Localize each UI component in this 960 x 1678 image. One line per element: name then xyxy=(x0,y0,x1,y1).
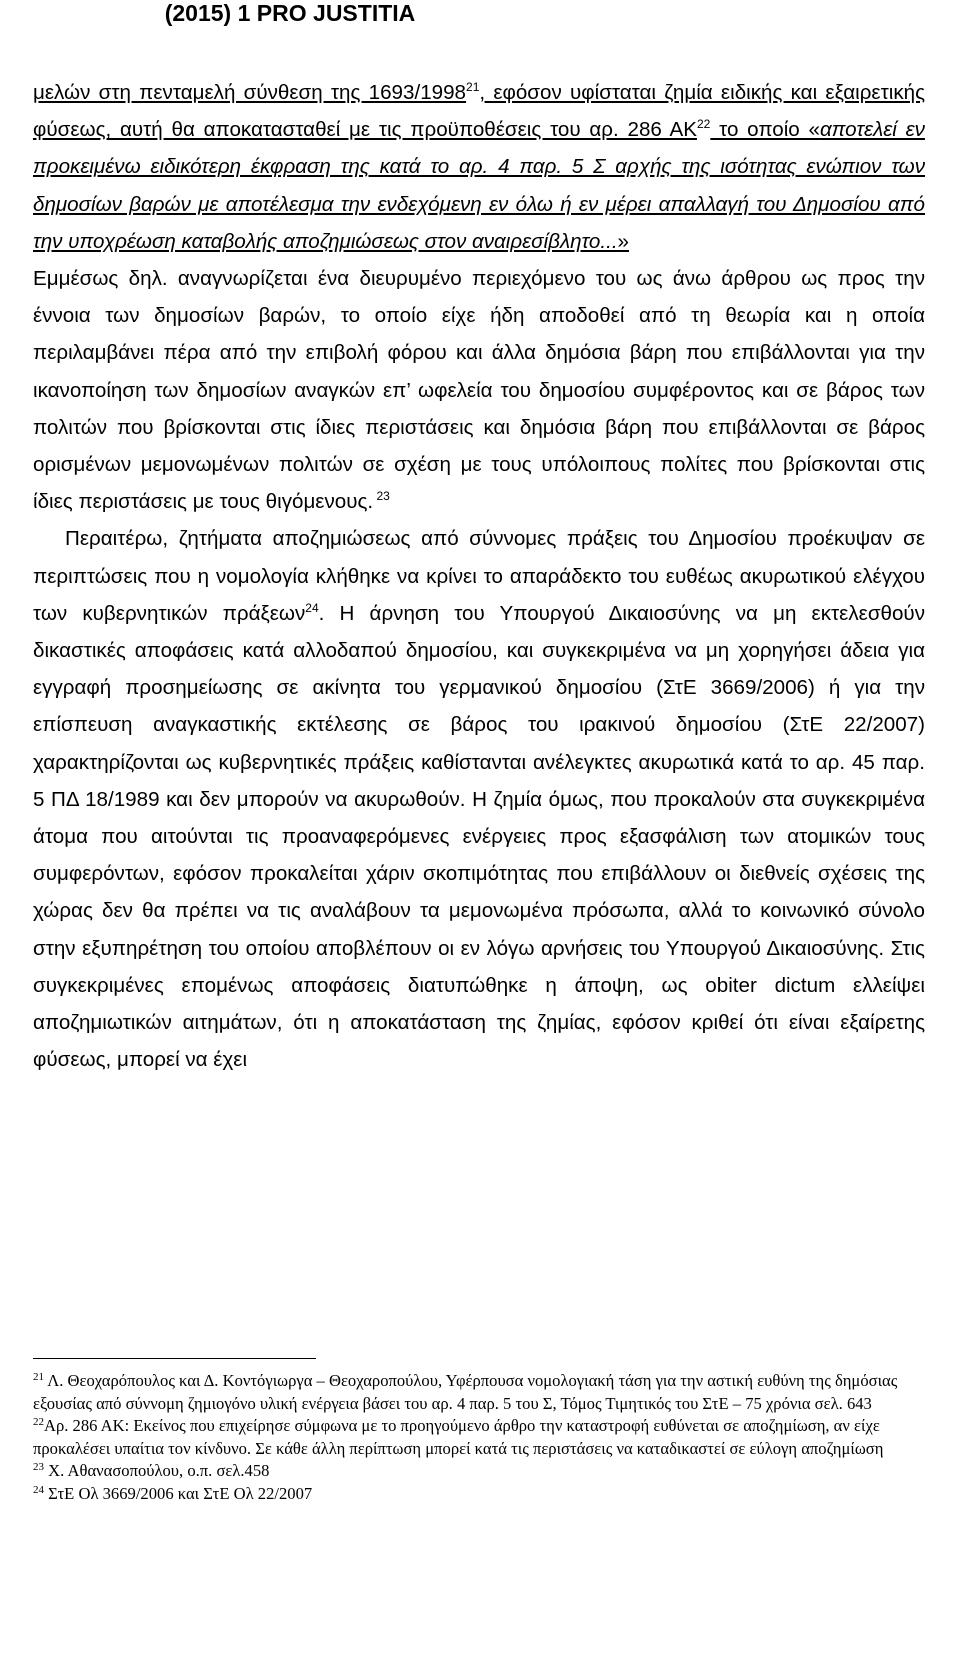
footnote-number: 21 xyxy=(33,1371,44,1383)
para-text: Εμμέσως δηλ. αναγνωρίζεται ένα διευρυμένο περιεχόμενο του ως άνω άρθρου ως προς την έννοια των δημοσίων βαρών, το οποίο είχε ήδη αποδοθεί από τη θεωρία και η οποία περιλαμβάνει πέρα από την επιβολή φόρου και άλλα δημόσια βάρη που επιβάλλονται για την ικανοποίηση των δημοσίων αναγκών επ’ ωφελεία του δημοσίου συμφέροντος και σε βάρος των πολιτών που βρίσκονται στις ίδιες περιστάσεις και δημόσια βάρη που επιβάλλονται σε βάρος ορισμένων μεμονωμένων πολιτών σε σχέση με τους υπόλοιπους πολίτες που βρίσκονται στις ίδιες περιστάσεις με τους θιγόμενους. xyxy=(33,267,925,514)
footnote-number: 22 xyxy=(33,1416,44,1428)
footnotes xyxy=(33,1370,925,1505)
footnote-22 xyxy=(33,1415,925,1460)
para-text: μελών στη πενταμελή σύνθεση της 1693/1998 xyxy=(33,81,467,104)
footnote-text: ΣτΕ Ολ 3669/2006 και ΣτΕ Ολ 22/2007 xyxy=(44,1483,313,1503)
footnote-ref-23[interactable]: 23 xyxy=(373,489,390,504)
footnote-number: 23 xyxy=(33,1461,44,1473)
footnote-ref-21[interactable]: 21 xyxy=(466,80,480,94)
footnote-21 xyxy=(33,1370,925,1415)
body-text xyxy=(33,74,925,1078)
paragraph-2 xyxy=(33,260,925,520)
paragraph-3 xyxy=(33,520,925,1078)
paragraph-1 xyxy=(33,74,925,260)
para-text: » xyxy=(617,229,630,253)
footnote-23 xyxy=(33,1460,925,1483)
para-text: . Η άρνηση του Υπουργού Δικαιοσύνης να μη εκτελεσθούν δικαστικές αποφάσεις κατά αλλοδαπού δημοσίου, και συγκεκριμένα να μη χορηγήσει άδεια για εγγραφή προσημείωσης σε ακίνητα του γερμανικού δημοσίου (ΣτΕ 3669/2006) ή για την επίσπευση αναγκαστικής εκτέλεσης σε βάρος του ιρακινού δημοσίου (ΣτΕ 22/2007) χαρακτηρίζονται ως κυβερνητικές πράξεις καθίστανται ανέλεγκτες ακυρωτικά κατά το αρ. 45 παρ. 5 ΠΔ 18/1989 και δεν μπορούν να ακυρωθούν. Η ζημία όμως, που προκαλούν στα συγκεκριμένα άτομα που αιτούνται τις προαναφερόμενες ενέργειες προς εξασφάλιση των ατομικών τους συμφερόντων, εφόσον πρoκαλείται χάριν σκοπιμότητας που επιβάλλουν οι διεθνείς σχέσεις της χώρας δεν θα πρέπει να τις αναλάβουν τα μεμονωμένα πρόσωπα, αλλά το κοινωνικό σύνολο στην εξυπηρέτηση του οποίου αποβλέπουν οι εν λόγω αρνήσεις του Υπουργού Δικαιοσύνης. Στις συγκεκριμένες επομένως αποφάσεις διατυπώθηκε η άποψη, ως obiter dictum ελλείψει αποζημιωτικών αιτημάτων, ότι η αποκατάσταση της ζημίας, εφόσον κριθεί ότι είναι εξαίρετης φύσεως, μπορεί να έχει xyxy=(33,601,925,1072)
quoted-text: αποτελεί εν προκειμένω ειδικότερη έκφραση της κατά το αρ. 4 παρ. 5 Σ αρχής της ισότητας ενώπιον των δημοσίων βαρών με αποτέλεσμα την ενδεχόμενη εν όλω ή εν μέρει απαλλαγή του Δημοσίου από την υποχρέωση καταβολής αποζημιώσεως στον αναιρεσίβλητο... xyxy=(33,118,925,253)
footnote-number: 24 xyxy=(33,1483,44,1496)
footnote-24 xyxy=(33,1483,925,1506)
footnote-text: Χ. Αθανασοπούλου, ο.π. σελ.458 xyxy=(44,1461,270,1480)
footnote-text: Λ. Θεοχαρόπουλος και Δ. Κοντόγιωργα – Θεοχαροπούλου, Υφέρπουσα νομολογιακή τάση για την αστική ευθύνη της δημόσιας εξουσίας από σύννομη ζημιογόνο υλική ενέργεια βάσει του αρ. 4 παρ. 5 του Σ, Τόμος Τιμητικός του ΣτΕ – 75 χρόνια σελ. 643 xyxy=(33,1371,898,1413)
para-text: , εφόσον υφίσταται ζημία ειδικής και εξαιρετικής φύσεως, αυτή θα αποκατασταθεί με τις προϋποθέσεις του αρ. 286 ΑΚ xyxy=(33,81,925,142)
footnote-ref-24[interactable]: 24 xyxy=(305,600,319,615)
footnote-text: Αρ. 286 ΑΚ: Εκείνος που επιχείρησε σύμφωνα με το προηγούμενο άρθρο την καταστροφή ευθύνεται σε αποζημίωση, αν είχε προκαλέσει υπαίτια τον κίνδυνο. Σε κάθε άλλη περίπτωση μπορεί κατά τις περιστάσεις να καταδικαστεί σε εύλογη αποζημίωση xyxy=(33,1416,884,1458)
para-text: Περαιτέρω, ζητήματα αποζημιώσεως από σύννομες πράξεις του Δημοσίου προέκυψαν σε περιπτώσεις που η νομολογία κλήθηκε να κρίνει το απαράδεκτο του ευθέως ακυρωτικού ελέγχου των κυβερνητικών πράξεων xyxy=(33,527,925,625)
footnote-separator xyxy=(33,1358,316,1359)
page-header: (2015) 1 PRO JUSTITIA xyxy=(164,0,416,26)
para-text: το οποίο « xyxy=(710,118,820,142)
footnote-ref-22[interactable]: 22 xyxy=(696,117,711,132)
